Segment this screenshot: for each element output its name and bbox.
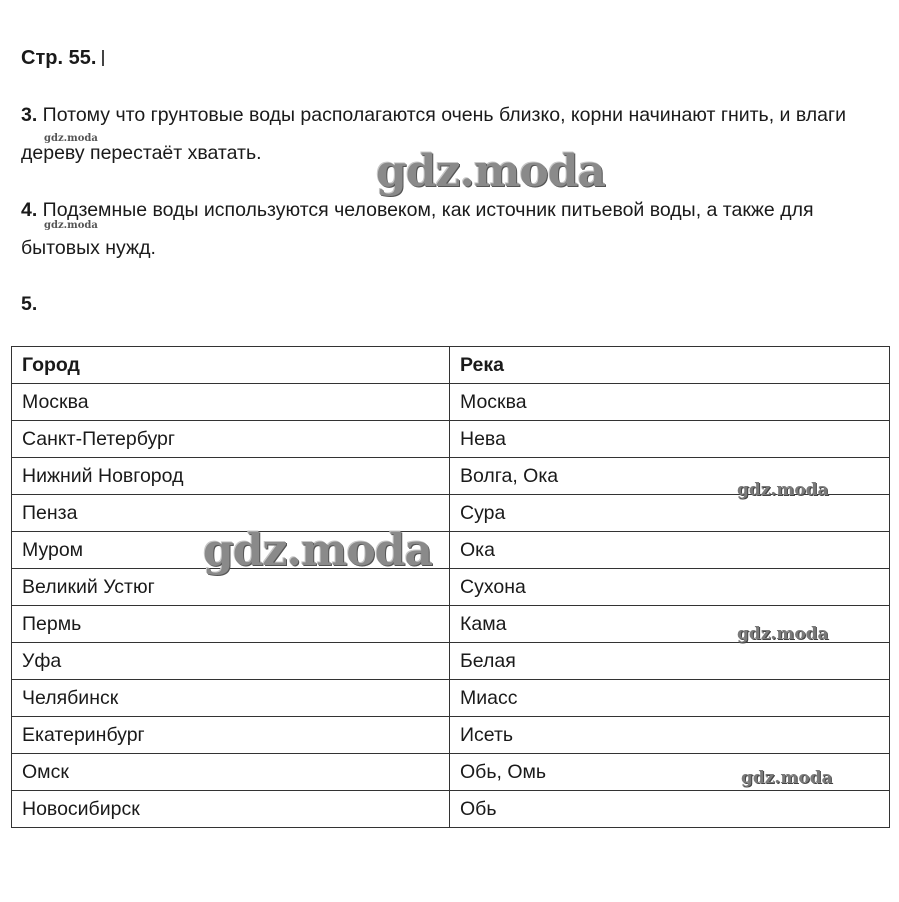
river-cell: Миасс xyxy=(450,680,890,717)
answer-4 xyxy=(21,191,881,267)
watermark-small: gdz.moda xyxy=(741,768,833,788)
table-row xyxy=(12,606,890,643)
city-cell: Челябинск xyxy=(12,680,450,717)
watermark-large: gdz.moda xyxy=(376,146,606,197)
table-header-row xyxy=(12,347,890,384)
page-title-text: Стр. 55. xyxy=(21,47,97,69)
table-row xyxy=(12,754,890,791)
answer-number: 3. xyxy=(21,104,38,126)
watermark-large: gdz.moda xyxy=(203,525,433,576)
river-cell: Обь xyxy=(450,791,890,828)
city-cell: Нижний Новгород xyxy=(12,458,450,495)
city-cell: Екатеринбург xyxy=(12,717,450,754)
city-cell: Санкт-Петербург xyxy=(12,421,450,458)
city-river-table xyxy=(11,346,890,828)
table-row xyxy=(12,495,890,532)
city-cell: Уфа xyxy=(12,643,450,680)
column-header-city: Город xyxy=(12,347,450,384)
answer-number: 5. xyxy=(21,293,38,315)
river-cell: Белая xyxy=(450,643,890,680)
column-header-river: Река xyxy=(450,347,890,384)
river-cell: Сухона xyxy=(450,569,890,606)
watermark-tiny: gdz.moda xyxy=(44,220,98,231)
table-row xyxy=(12,717,890,754)
watermark-small: gdz.moda xyxy=(737,624,829,644)
city-cell: Москва xyxy=(12,384,450,421)
table-row xyxy=(12,569,890,606)
answer-5 xyxy=(21,285,881,323)
text-cursor-mark xyxy=(102,50,104,66)
table-row xyxy=(12,643,890,680)
table-row xyxy=(12,791,890,828)
answer-3 xyxy=(21,96,881,172)
city-cell: Муром xyxy=(12,532,450,569)
table-row xyxy=(12,384,890,421)
river-cell: Ока xyxy=(450,532,890,569)
river-cell: Кама xyxy=(450,606,890,643)
river-cell: Москва xyxy=(450,384,890,421)
city-cell: Великий Устюг xyxy=(12,569,450,606)
city-cell: Пермь xyxy=(12,606,450,643)
answer-text: Подземные воды используются человеком, как источник питьевой воды, а также для бытовых нужд. xyxy=(21,199,814,259)
river-cell: Обь, Омь xyxy=(450,754,890,791)
table-row xyxy=(12,680,890,717)
table-row xyxy=(12,532,890,569)
watermark-tiny: gdz.moda xyxy=(44,133,98,144)
city-cell: Новосибирск xyxy=(12,791,450,828)
river-cell: Нева xyxy=(450,421,890,458)
answer-number: 4. xyxy=(21,199,38,221)
answer-text: Потому что грунтовые воды располагаются очень близко, корни начинают гнить, и влаги дереву перестаёт хватать. xyxy=(21,104,846,164)
watermark-small: gdz.moda xyxy=(737,480,829,500)
table-row xyxy=(12,458,890,495)
river-cell: Исеть xyxy=(450,717,890,754)
city-cell: Пенза xyxy=(12,495,450,532)
city-cell: Омск xyxy=(12,754,450,791)
table-row xyxy=(12,421,890,458)
river-cell: Волга, Ока xyxy=(450,458,890,495)
page-title xyxy=(21,47,104,70)
river-cell: Сура xyxy=(450,495,890,532)
